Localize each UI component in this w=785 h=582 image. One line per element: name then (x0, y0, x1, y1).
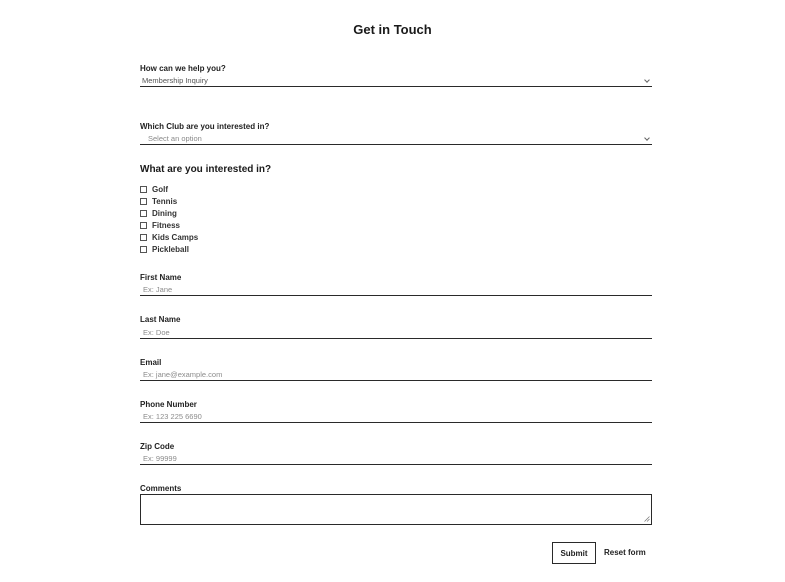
help-label: How can we help you? (140, 64, 226, 73)
submit-button[interactable]: Submit (552, 542, 596, 564)
checkbox-label: Pickleball (152, 244, 189, 254)
checkbox-icon[interactable] (140, 246, 147, 253)
page-title: Get in Touch (353, 22, 432, 37)
help-select-value: Membership Inquiry (142, 76, 208, 85)
checkbox-icon[interactable] (140, 186, 147, 193)
checkbox-kids-camps[interactable] (140, 232, 198, 242)
email-input[interactable] (140, 369, 652, 381)
phone-label: Phone Number (140, 400, 197, 409)
checkbox-icon[interactable] (140, 198, 147, 205)
checkbox-icon[interactable] (140, 234, 147, 241)
checkbox-label: Kids Camps (152, 232, 199, 242)
checkbox-fitness[interactable] (140, 220, 180, 230)
checkbox-golf[interactable] (140, 184, 168, 194)
phone-input[interactable] (140, 411, 652, 423)
comments-textarea[interactable] (140, 494, 652, 525)
first-name-label: First Name (140, 273, 182, 282)
checkbox-label: Tennis (152, 196, 178, 206)
checkbox-dining[interactable] (140, 208, 177, 218)
last-name-label: Last Name (140, 315, 181, 324)
chevron-down-icon (644, 77, 650, 83)
last-name-input[interactable] (140, 327, 652, 339)
first-name-input[interactable] (140, 284, 652, 296)
email-label: Email (140, 358, 162, 367)
help-select[interactable] (140, 76, 652, 87)
checkbox-icon[interactable] (140, 222, 147, 229)
resize-handle-icon[interactable] (644, 516, 650, 522)
checkbox-pickleball[interactable] (140, 244, 189, 254)
checkbox-label: Dining (152, 208, 177, 218)
chevron-down-icon (644, 135, 650, 141)
zip-label: Zip Code (140, 442, 175, 451)
checkbox-label: Fitness (152, 220, 181, 230)
zip-input[interactable] (140, 453, 652, 465)
club-select-placeholder: Select an option (148, 134, 202, 143)
reset-form-link[interactable]: Reset form (604, 548, 646, 557)
interests-heading: What are you interested in? (140, 164, 272, 175)
club-select[interactable] (140, 134, 652, 145)
club-label: Which Club are you interested in? (140, 122, 270, 131)
checkbox-tennis[interactable] (140, 196, 177, 206)
checkbox-label: Golf (152, 184, 168, 194)
checkbox-icon[interactable] (140, 210, 147, 217)
comments-label: Comments (140, 484, 182, 493)
